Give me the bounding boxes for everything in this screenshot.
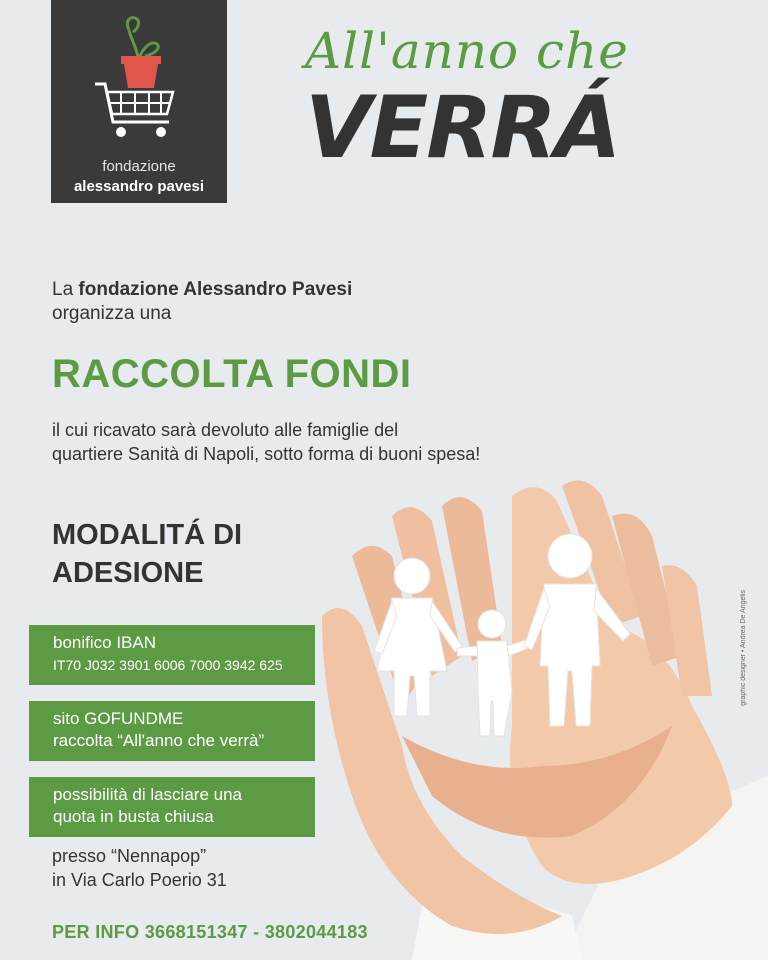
title-script: All'anno che xyxy=(305,22,629,80)
intro-prefix: La xyxy=(52,279,79,300)
option-label: bonifico IBAN xyxy=(53,633,156,652)
intro-line2: organizza una xyxy=(52,303,172,324)
option-label: possibilità di lasciare una xyxy=(53,785,242,804)
intro-foundation-name: fondazione Alessandro Pavesi xyxy=(78,279,353,300)
location-text xyxy=(52,844,227,892)
logo xyxy=(51,0,227,203)
option-envelope xyxy=(29,777,315,837)
description xyxy=(52,418,572,466)
option-detail: raccolta “All'anno che verrà” xyxy=(53,731,265,750)
intro-text xyxy=(52,278,352,326)
option-label: sito GOFUNDME xyxy=(53,709,184,728)
credit: graphic designer • Andrea De Angelis xyxy=(740,590,747,706)
title-big: VERRÁ xyxy=(305,78,620,178)
location-line2: in Via Carlo Poerio 31 xyxy=(52,870,227,890)
option-iban: IT70 J032 3901 6006 7000 3942 625 xyxy=(53,657,283,673)
description-line2: quartiere Sanità di Napoli, sotto forma di buoni spesa! xyxy=(52,444,481,464)
option-gofundme xyxy=(29,701,315,761)
logo-name-line1: fondazione xyxy=(102,158,176,175)
section-title-line2: ADESIONE xyxy=(52,557,204,589)
option-bank-transfer xyxy=(29,625,315,685)
logo-name-line2: alessandro pavesi xyxy=(73,178,205,195)
option-detail: quota in busta chiusa xyxy=(53,807,214,826)
headline: RACCOLTA FONDI xyxy=(52,352,412,396)
section-title xyxy=(52,516,352,592)
location-line1: presso “Nennapop” xyxy=(52,846,207,866)
contact-info: PER INFO 3668151347 - 3802044183 xyxy=(52,922,368,942)
section-title-line1: MODALITÁ DI xyxy=(52,519,243,551)
description-line1: il cui ricavato sarà devoluto alle famiglie del xyxy=(52,420,399,440)
plant-in-shopping-cart-icon xyxy=(91,10,187,150)
hands-holding-paper-family-icon xyxy=(312,476,768,960)
